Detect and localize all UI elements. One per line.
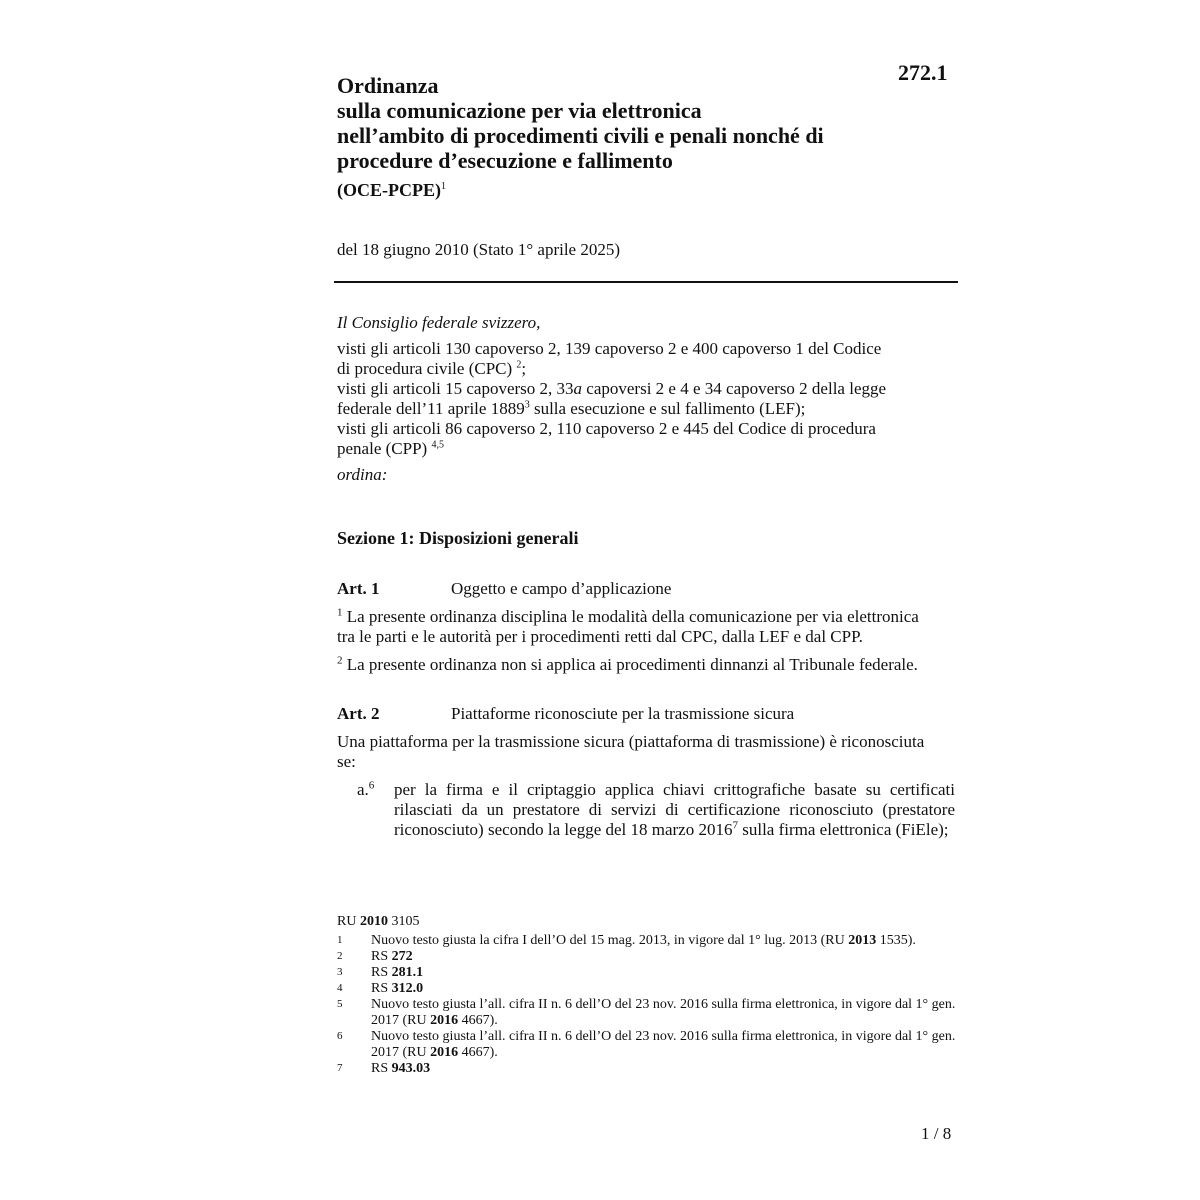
ru-year: 2010 <box>359 914 388 929</box>
footnote-item <box>337 949 957 965</box>
document-number: 272.1 <box>898 60 948 85</box>
ru-prefix: RU <box>337 914 360 929</box>
paragraph-text: Una piattaforma per la trasmissione sicura (piattaforma di trasmissione) è riconosciuta <box>337 732 925 751</box>
article-1-paragraph-1 <box>337 607 957 647</box>
footnote-item <box>337 1061 957 1077</box>
footnote-bold: 2016 <box>430 1045 459 1060</box>
footnote-bold: 312.0 <box>391 981 424 996</box>
footnote-text-part: Nuovo testo giusta la cifra I dell’O del 15 mag. 2013, in vigore dal 1° lug. 2013 (RU <box>371 933 849 948</box>
footnote-number: 2 <box>337 950 343 962</box>
footnote-ref[interactable]: 3 <box>524 399 530 411</box>
footnote-text <box>371 949 957 965</box>
footnote-text <box>371 981 957 997</box>
list-item-text-part: sulla firma elettronica (FiEle); <box>737 820 949 839</box>
footnote-text-part: RS <box>371 1061 392 1076</box>
preamble-line <box>337 379 957 399</box>
abbreviation-text: (OCE-PCPE) <box>337 180 441 200</box>
footnote-text-part: 1535). <box>876 933 916 948</box>
footnote-bold: 2016 <box>430 1013 459 1028</box>
preamble <box>337 313 957 485</box>
paragraph-text: La presente ordinanza non si applica ai procedimenti dinnanzi al Tribunale federale. <box>342 655 918 674</box>
footnote-item <box>337 1029 957 1061</box>
document-date: del 18 giugno 2010 (Stato 1° aprile 2025) <box>337 240 621 259</box>
footnote-number: 3 <box>337 966 343 978</box>
preamble-line: visti gli articoli 130 capoverso 2, 139 capoverso 2 e 400 capoverso 1 del Codice <box>337 339 882 358</box>
paragraph-text: se: <box>337 752 356 771</box>
article-title: Piattaforme riconosciute per la trasmissione sicura <box>451 704 795 723</box>
article-1-heading <box>337 579 671 599</box>
preamble-line: visti gli articoli 86 capoverso 2, 110 capoverso 2 e 445 del Codice di procedura <box>337 419 876 438</box>
footnote-number: 4 <box>337 982 343 994</box>
title-line: nell’ambito di procedimenti civili e penali nonché di <box>337 123 824 148</box>
footnote-text <box>371 1029 957 1061</box>
footnote-text <box>371 997 957 1029</box>
preamble-text: a <box>573 379 583 398</box>
title-line: Ordinanza <box>337 73 439 98</box>
footnote-number: 1 <box>337 934 343 946</box>
footnote-ref[interactable]: 6 <box>368 779 375 792</box>
footnote-bold: 281.1 <box>391 965 424 980</box>
preamble-text: ; <box>521 359 527 378</box>
footnote-ref[interactable]: 2 <box>516 359 522 371</box>
list-marker <box>357 780 393 800</box>
paragraph-text: tra le parti e le autorità per i procedimenti retti dal CPC, dalla LEF e dal CPP. <box>337 627 863 646</box>
preamble-text: sulla esecuzione e sul fallimento (LEF); <box>529 399 806 418</box>
footnote-text-part: RS <box>371 949 392 964</box>
footnote-bold: 272 <box>391 949 413 964</box>
paragraph-number: 1 <box>337 606 343 619</box>
article-2-item-a <box>357 780 955 840</box>
footnote-ref[interactable]: 1 <box>440 181 446 192</box>
article-1-paragraph-2 <box>337 655 957 675</box>
footnote-bold: 943.03 <box>391 1061 431 1076</box>
footnote-item <box>337 981 957 997</box>
footnote-ref[interactable]: 7 <box>732 819 738 832</box>
footnote-number: 5 <box>337 998 343 1010</box>
footnote-bold: 2013 <box>848 933 877 948</box>
footnote-text-part: Nuovo testo giusta l’all. cifra II n. 6 dell’O del 23 nov. 2016 sulla firma elettronica, in vigore dal 1° gen. 2017 (RU <box>371 997 956 1028</box>
section-heading: Sezione 1: Disposizioni generali <box>337 528 579 548</box>
header-divider <box>334 281 958 283</box>
title-line: procedure d’esecuzione e fallimento <box>337 148 673 173</box>
article-2-heading <box>337 704 794 724</box>
article-number: Art. 2 <box>337 704 380 723</box>
list-item-text <box>394 780 955 840</box>
document-title <box>337 73 897 173</box>
footnote-text <box>371 965 957 981</box>
footnote-ref[interactable]: 4,5 <box>431 439 444 451</box>
document-abbreviation <box>337 180 446 201</box>
preamble-intro: Il Consiglio federale svizzero, <box>337 313 541 332</box>
footnote-number: 6 <box>337 1030 343 1042</box>
preamble-text: visti gli articoli 15 capoverso 2, 33 <box>337 379 574 398</box>
paragraph-number: 2 <box>337 654 343 667</box>
preamble-closing: ordina: <box>337 465 388 484</box>
list-letter: a. <box>357 780 369 799</box>
footnote-text <box>371 933 957 949</box>
footnote-item <box>337 965 957 981</box>
footnote-text-part: Nuovo testo giusta l’all. cifra II n. 6 dell’O del 23 nov. 2016 sulla firma elettronica, in vigore dal 1° gen. 2017 (RU <box>371 1029 956 1060</box>
preamble-text: penale (CPP) <box>337 439 428 458</box>
footnote-item <box>337 933 957 949</box>
footnote-text-part: RS <box>371 981 392 996</box>
footnote-text-part: 4667). <box>458 1045 498 1060</box>
footnote-number: 7 <box>337 1062 343 1074</box>
article-number: Art. 1 <box>337 579 380 598</box>
ru-reference <box>337 914 957 930</box>
footnote-item <box>337 997 957 1029</box>
preamble-text: di procedura civile (CPC) <box>337 359 513 378</box>
list-item-text-part: per la firma e il criptaggio applica chiavi crittografiche basate su certificati rilasciati da un prestatore di servizi di certificazione riconosciuto (prestatore riconosciuto) secondo la legge del 18 marzo 2016 <box>394 780 955 839</box>
article-2-intro <box>337 732 957 772</box>
preamble-text: federale dell’11 aprile 1889 <box>337 399 525 418</box>
title-line: sulla comunicazione per via elettronica <box>337 98 702 123</box>
footnotes <box>337 914 957 1077</box>
footnote-text-part: 4667). <box>458 1013 498 1028</box>
footnote-text <box>371 1061 957 1077</box>
ru-page: 3105 <box>387 914 420 929</box>
footnote-text-part: RS <box>371 965 392 980</box>
preamble-line <box>337 439 957 459</box>
preamble-line <box>337 359 957 379</box>
article-title: Oggetto e campo d’applicazione <box>451 579 672 598</box>
preamble-text: capoversi 2 e 4 e 34 capoverso 2 della legge <box>582 379 887 398</box>
preamble-line <box>337 399 957 419</box>
paragraph-text: La presente ordinanza disciplina le modalità della comunicazione per via elettronica <box>342 607 919 626</box>
page-number: 1 / 8 <box>921 1124 952 1143</box>
